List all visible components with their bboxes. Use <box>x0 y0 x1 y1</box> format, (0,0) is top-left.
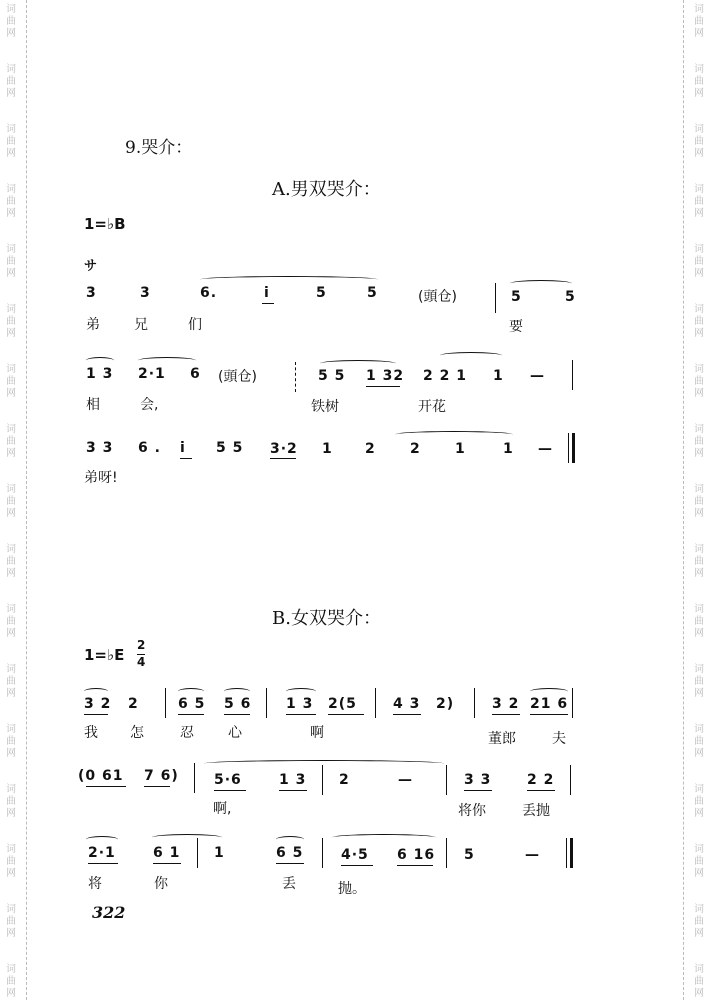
note: 5 <box>367 285 378 301</box>
watermark-text: 词 曲 网 <box>6 604 16 639</box>
note: i <box>264 285 270 301</box>
part-a-key: 1=♭B <box>84 215 126 233</box>
part-a-meter: サ <box>84 259 98 274</box>
underline <box>286 714 316 715</box>
watermark-text: 词 曲 网 <box>6 844 16 879</box>
underline <box>492 714 520 715</box>
part-b-key: 1=♭E <box>84 646 125 664</box>
watermark-text: 词 曲 网 <box>6 904 16 939</box>
slur <box>286 688 316 695</box>
underline <box>270 458 296 459</box>
note: 6 . <box>138 440 161 456</box>
note: 1 <box>214 845 225 861</box>
lyric: 开花 <box>418 399 446 415</box>
note: 1 <box>493 368 504 384</box>
watermark-text: 词 曲 网 <box>6 664 16 699</box>
lyric: 啊, <box>213 801 232 817</box>
page-number: 322 <box>92 903 126 922</box>
underline <box>214 790 246 791</box>
barline <box>266 688 267 718</box>
percussion-mark: (頭仓) <box>418 289 457 305</box>
underline <box>180 458 192 459</box>
barline <box>568 433 569 463</box>
slur <box>224 688 250 695</box>
note: 2 <box>365 441 376 457</box>
lyric: 怎 <box>130 725 144 741</box>
lyric: 相 <box>86 397 100 413</box>
note: 5 <box>565 289 576 305</box>
watermark-text: 词 曲 网 <box>6 424 16 459</box>
note: 6 5 <box>178 696 206 712</box>
note: 2 2 <box>527 772 555 788</box>
note: 3 2 <box>492 696 520 712</box>
underline <box>464 790 492 791</box>
watermark-text: 词 曲 网 <box>694 844 704 879</box>
lyric: 我 <box>84 725 98 741</box>
note: 3 3 <box>86 440 114 456</box>
note: 4·5 <box>341 847 369 863</box>
final-barline <box>572 433 575 463</box>
note: 5 5 <box>216 440 244 456</box>
watermark-text: 词 曲 网 <box>694 904 704 939</box>
watermark-text: 词 曲 网 <box>694 604 704 639</box>
watermark-text: 词 曲 网 <box>6 244 16 279</box>
lyric: 啊 <box>310 725 324 741</box>
note: 1 32 <box>366 368 405 384</box>
note: 5 <box>511 289 522 305</box>
note: 5 5 <box>318 368 346 384</box>
slur <box>530 688 568 695</box>
underline <box>178 714 204 715</box>
barline <box>194 763 195 793</box>
note: 5 6 <box>224 696 252 712</box>
lyric: 丢抛 <box>522 803 550 819</box>
final-barline <box>570 838 573 868</box>
watermark-text: 词 曲 网 <box>6 964 16 999</box>
note: 7 6) <box>144 768 179 784</box>
note: 2·1 <box>88 845 116 861</box>
watermark-text: 词 曲 网 <box>694 184 704 219</box>
lyric: 将你 <box>458 803 486 819</box>
watermark-text: 词 曲 网 <box>694 364 704 399</box>
note: — <box>538 441 553 457</box>
underline <box>144 786 170 787</box>
watermark-text: 词 曲 网 <box>6 124 16 159</box>
note: 4 3 <box>393 696 421 712</box>
slur <box>440 352 502 359</box>
note: 5·6 <box>214 772 242 788</box>
underline <box>366 386 400 387</box>
note: 6 1 <box>153 845 181 861</box>
note: 2 2 1 <box>423 368 467 384</box>
note: i <box>180 440 186 456</box>
lyric: 铁树 <box>311 399 339 415</box>
note: 5 <box>316 285 327 301</box>
underline <box>153 863 181 864</box>
barline <box>495 283 496 313</box>
slur <box>86 357 114 364</box>
lyric: 丢 <box>282 876 296 892</box>
note: 2·1 <box>138 366 166 382</box>
part-b-title: B.女双哭介： <box>272 608 381 629</box>
slur <box>320 360 396 367</box>
watermark-text: 词 曲 网 <box>694 484 704 519</box>
note: 2 <box>410 441 421 457</box>
watermark-text: 词 曲 网 <box>6 724 16 759</box>
note: 6 5 <box>276 845 304 861</box>
underline <box>341 865 373 866</box>
note: 6. <box>200 285 218 301</box>
note: 6 <box>190 366 201 382</box>
lyric: 忍 <box>180 725 194 741</box>
underline <box>224 714 250 715</box>
note: 3 2 <box>84 696 112 712</box>
lyric: 夫 <box>552 731 566 747</box>
section-title: 9.哭介： <box>125 138 193 158</box>
note: 5 <box>464 847 475 863</box>
note: 1 3 <box>286 696 314 712</box>
underline <box>88 863 118 864</box>
percussion-mark: (頭仓) <box>218 369 257 385</box>
underline <box>86 786 126 787</box>
note: (0 61 <box>78 768 124 784</box>
note: 2 <box>128 696 139 712</box>
slur <box>276 836 304 843</box>
note: 3 <box>140 285 151 301</box>
lyric: 兄 <box>134 317 148 333</box>
note: 6 16 <box>397 847 436 863</box>
lyric: 将 <box>88 876 102 892</box>
note: — <box>398 772 413 788</box>
slur <box>332 834 436 841</box>
barline <box>474 688 475 718</box>
left-margin-strip <box>0 0 27 1000</box>
part-a-title: A.男双哭介： <box>272 179 381 200</box>
note: 21 6 <box>530 696 569 712</box>
watermark-text: 词 曲 网 <box>694 124 704 159</box>
barline <box>446 765 447 795</box>
note: 1 <box>503 441 514 457</box>
slur <box>86 836 118 843</box>
note: 2(5 <box>328 696 357 712</box>
note: — <box>525 847 540 863</box>
time-signature-top: 2 <box>137 638 146 652</box>
watermark-text: 词 曲 网 <box>694 304 704 339</box>
right-margin-strip <box>683 0 710 1000</box>
barline <box>197 838 198 868</box>
barline <box>322 765 323 795</box>
note: 2 <box>339 772 350 788</box>
note: 3 <box>86 285 97 301</box>
note: — <box>530 368 545 384</box>
lyric: 心 <box>228 725 242 741</box>
slur <box>200 276 378 283</box>
lyric: 你 <box>154 876 168 892</box>
watermark-text: 词 曲 网 <box>6 64 16 99</box>
barline <box>322 838 323 868</box>
lyric: 抛。 <box>338 881 366 897</box>
underline <box>84 714 108 715</box>
watermark-text: 词 曲 网 <box>694 724 704 759</box>
slur <box>152 834 222 841</box>
underline <box>328 714 364 715</box>
lyric: 们 <box>188 317 202 333</box>
note: 1 3 <box>86 366 114 382</box>
watermark-text: 词 曲 网 <box>6 304 16 339</box>
note: 1 3 <box>279 772 307 788</box>
barline <box>295 362 296 392</box>
watermark-text: 词 曲 网 <box>6 544 16 579</box>
barline <box>570 765 571 795</box>
watermark-text: 词 曲 网 <box>694 784 704 819</box>
lyric: 弟呀! <box>84 470 118 486</box>
note: 3 3 <box>464 772 492 788</box>
note: 3·2 <box>270 441 298 457</box>
watermark-text: 词 曲 网 <box>6 484 16 519</box>
slur <box>395 431 513 438</box>
watermark-text: 词 曲 网 <box>694 4 704 39</box>
watermark-text: 词 曲 网 <box>694 244 704 279</box>
watermark-text: 词 曲 网 <box>694 424 704 459</box>
time-signature-bottom: 4 <box>137 655 146 669</box>
watermark-text: 词 曲 网 <box>6 784 16 819</box>
note: 2) <box>436 696 455 712</box>
barline <box>572 360 573 390</box>
slur <box>204 760 444 767</box>
underline <box>530 714 568 715</box>
lyric: 要 <box>509 319 523 335</box>
underline <box>393 714 421 715</box>
lyric: 弟 <box>86 317 100 333</box>
barline <box>375 688 376 718</box>
underline <box>397 865 433 866</box>
note: 1 <box>455 441 466 457</box>
slur <box>510 280 572 287</box>
lyric: 董郎 <box>488 731 516 747</box>
underline <box>262 303 274 304</box>
slur <box>178 688 204 695</box>
note: 1 <box>322 441 333 457</box>
lyric: 会, <box>140 397 159 413</box>
underline <box>279 790 307 791</box>
barline <box>572 688 573 718</box>
barline <box>165 688 166 718</box>
watermark-text: 词 曲 网 <box>694 664 704 699</box>
watermark-text: 词 曲 网 <box>6 4 16 39</box>
watermark-text: 词 曲 网 <box>694 544 704 579</box>
watermark-text: 词 曲 网 <box>694 64 704 99</box>
slur <box>84 688 108 695</box>
underline <box>527 790 555 791</box>
watermark-text: 词 曲 网 <box>694 964 704 999</box>
underline <box>276 863 304 864</box>
watermark-text: 词 曲 网 <box>6 364 16 399</box>
barline <box>446 838 447 868</box>
slur <box>138 357 196 364</box>
watermark-text: 词 曲 网 <box>6 184 16 219</box>
barline <box>566 838 567 868</box>
